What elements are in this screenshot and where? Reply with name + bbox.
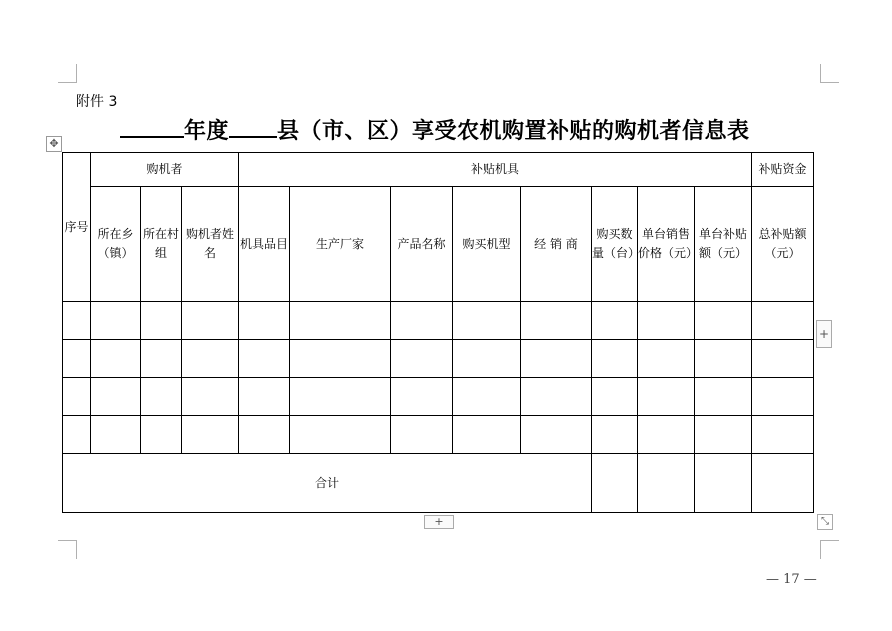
table-cell[interactable] (752, 340, 814, 378)
crop-mark-top-left (58, 64, 77, 83)
table-cell[interactable] (638, 340, 695, 378)
col-header-total-subsidy[interactable]: 总补贴额（元） (752, 187, 814, 302)
table-cell[interactable] (638, 416, 695, 454)
table-cell[interactable] (182, 302, 239, 340)
col-header-model[interactable]: 购买机型 (453, 187, 521, 302)
table-cell[interactable] (63, 340, 91, 378)
total-subsidy-cell[interactable] (752, 454, 814, 513)
table-cell[interactable] (453, 416, 521, 454)
crop-mark-top-right (820, 64, 839, 83)
table-row (63, 416, 814, 454)
col-header-manufacturer[interactable]: 生产厂家 (290, 187, 391, 302)
group-header-funds[interactable]: 补贴资金 (752, 153, 814, 187)
table-cell[interactable] (141, 378, 182, 416)
table-cell[interactable] (391, 416, 453, 454)
table-cell[interactable] (290, 340, 391, 378)
table-cell[interactable] (752, 302, 814, 340)
title-part-1: 年度 (184, 118, 230, 144)
buyer-info-table (62, 152, 814, 513)
add-row-button[interactable] (424, 515, 454, 529)
table-cell[interactable] (592, 340, 638, 378)
table-cell[interactable] (182, 340, 239, 378)
total-unit-subsidy-cell[interactable] (695, 454, 752, 513)
table-cell[interactable] (521, 416, 592, 454)
total-row (63, 454, 814, 513)
col-header-unit-subsidy[interactable]: 单台补贴额（元） (695, 187, 752, 302)
table-row (63, 340, 814, 378)
table-cell[interactable] (695, 340, 752, 378)
col-header-village[interactable]: 所在村组 (141, 187, 182, 302)
move-icon[interactable]: ✥ (46, 136, 62, 152)
col-header-dealer[interactable]: 经 销 商 (521, 187, 592, 302)
table-cell[interactable] (141, 340, 182, 378)
col-header-seq[interactable]: 序号 (63, 153, 91, 302)
plus-icon: + (434, 515, 444, 528)
table-cell[interactable] (290, 302, 391, 340)
table-cell[interactable] (141, 416, 182, 454)
table-cell[interactable] (592, 416, 638, 454)
table-cell[interactable] (91, 340, 141, 378)
group-header-buyer[interactable]: 购机者 (91, 153, 239, 187)
col-header-unit-price[interactable]: 单台销售价格（元） (638, 187, 695, 302)
table-cell[interactable] (453, 378, 521, 416)
table-cell[interactable] (453, 340, 521, 378)
table-cell[interactable] (239, 416, 290, 454)
table-cell[interactable] (453, 302, 521, 340)
county-blank[interactable] (229, 116, 277, 138)
table-cell[interactable] (695, 378, 752, 416)
total-label[interactable]: 合计 (63, 454, 592, 513)
table-cell[interactable] (391, 302, 453, 340)
table-cell[interactable] (695, 302, 752, 340)
total-quantity-cell[interactable] (592, 454, 638, 513)
page-title (120, 114, 750, 145)
table-row (63, 302, 814, 340)
table-cell[interactable] (239, 340, 290, 378)
table-cell[interactable] (290, 378, 391, 416)
col-header-category[interactable]: 机具品目 (239, 187, 290, 302)
total-unit-price-cell[interactable] (638, 454, 695, 513)
table-cell[interactable] (239, 378, 290, 416)
table-cell[interactable] (63, 416, 91, 454)
table-cell[interactable] (63, 378, 91, 416)
col-header-product-name[interactable]: 产品名称 (391, 187, 453, 302)
plus-icon: + (818, 327, 830, 341)
col-header-quantity[interactable]: 购买数量（台） (592, 187, 638, 302)
table-cell[interactable] (391, 378, 453, 416)
table-cell[interactable] (391, 340, 453, 378)
table-cell[interactable] (521, 378, 592, 416)
table-cell[interactable] (638, 302, 695, 340)
table-cell[interactable] (592, 378, 638, 416)
title-part-2: 县（市、区）享受农机购置补贴的购机者信息表 (277, 118, 750, 144)
table-cell[interactable] (91, 416, 141, 454)
table-cell[interactable] (91, 378, 141, 416)
col-header-buyer-name[interactable]: 购机者姓名 (182, 187, 239, 302)
crop-mark-bottom-right (820, 540, 839, 559)
table-cell[interactable] (752, 378, 814, 416)
table-cell[interactable] (752, 416, 814, 454)
table-cell[interactable] (521, 302, 592, 340)
table-row (63, 378, 814, 416)
table-cell[interactable] (91, 302, 141, 340)
table-cell[interactable] (638, 378, 695, 416)
page-number: — 17 — (766, 572, 817, 587)
table-cell[interactable] (239, 302, 290, 340)
table-cell[interactable] (521, 340, 592, 378)
table-cell[interactable] (290, 416, 391, 454)
table-cell[interactable] (182, 416, 239, 454)
add-column-button[interactable] (816, 320, 832, 348)
crop-mark-bottom-left (58, 540, 77, 559)
table-cell[interactable] (63, 302, 91, 340)
attachment-label: 附件 3 (76, 94, 118, 110)
table-cell[interactable] (592, 302, 638, 340)
table-cell[interactable] (141, 302, 182, 340)
table-cell[interactable] (695, 416, 752, 454)
year-blank[interactable] (120, 116, 184, 138)
resize-icon[interactable]: ⤡ (817, 514, 833, 530)
table-cell[interactable] (182, 378, 239, 416)
col-header-township[interactable]: 所在乡（镇） (91, 187, 141, 302)
group-header-machine[interactable]: 补贴机具 (239, 153, 752, 187)
